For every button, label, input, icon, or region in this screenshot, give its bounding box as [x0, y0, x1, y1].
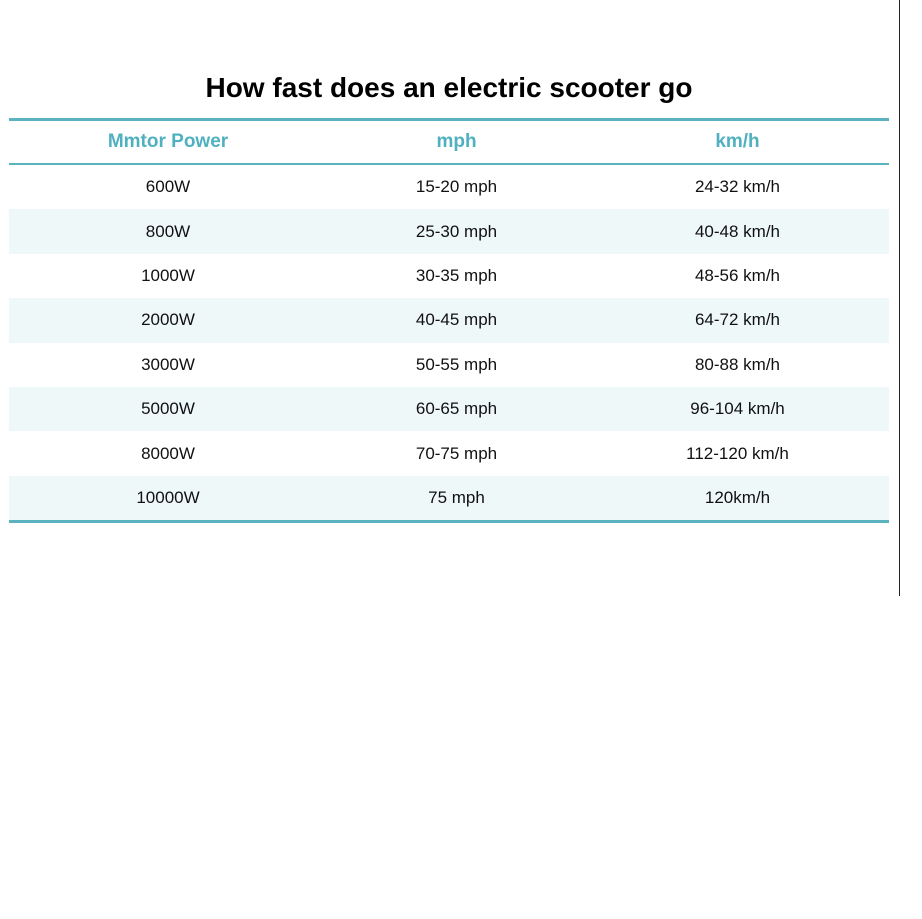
table-row: [9, 343, 889, 387]
cell-mph: 25-30 mph: [415, 221, 498, 241]
page-title: How fast does an electric scooter go: [205, 72, 693, 103]
cell-mph: 75 mph: [428, 487, 485, 507]
cell-kmh: 112-120 km/h: [686, 443, 789, 463]
table-row: [9, 209, 889, 253]
table-row: [9, 431, 889, 475]
cell-mph: 50-55 mph: [415, 354, 498, 374]
header-kmh: km/h: [715, 131, 760, 152]
table-row: [9, 298, 889, 342]
cell-kmh: 64-72 km/h: [694, 310, 781, 330]
cell-kmh: 40-48 km/h: [694, 221, 781, 241]
cell-power: 3000W: [141, 354, 195, 374]
cell-kmh: 48-56 km/h: [694, 265, 781, 285]
header-motor-power: Mmtor Power: [107, 131, 229, 152]
cell-power: 800W: [145, 221, 191, 241]
cell-kmh: 24-32 km/h: [694, 177, 781, 197]
cell-mph: 40-45 mph: [415, 310, 498, 330]
cell-power: 5000W: [141, 399, 195, 419]
cell-power: 600W: [145, 177, 191, 197]
speed-table: [9, 118, 889, 523]
header-mph: mph: [436, 131, 477, 152]
table-row: [9, 476, 889, 520]
cell-power: 8000W: [141, 443, 195, 463]
cell-mph: 70-75 mph: [415, 443, 498, 463]
page-edge-divider: [899, 0, 900, 596]
cell-mph: 15-20 mph: [415, 177, 498, 197]
cell-mph: 60-65 mph: [415, 399, 498, 419]
cell-power: 1000W: [141, 265, 195, 285]
table-header-row: [9, 121, 889, 165]
table-row: [9, 254, 889, 298]
cell-kmh: 96-104 km/h: [690, 399, 785, 419]
cell-kmh: 120km/h: [704, 487, 771, 507]
cell-kmh: 80-88 km/h: [694, 354, 781, 374]
cell-power: 10000W: [136, 487, 200, 507]
table-row: [9, 165, 889, 209]
cell-power: 2000W: [141, 310, 195, 330]
cell-mph: 30-35 mph: [415, 265, 498, 285]
table-row: [9, 387, 889, 431]
